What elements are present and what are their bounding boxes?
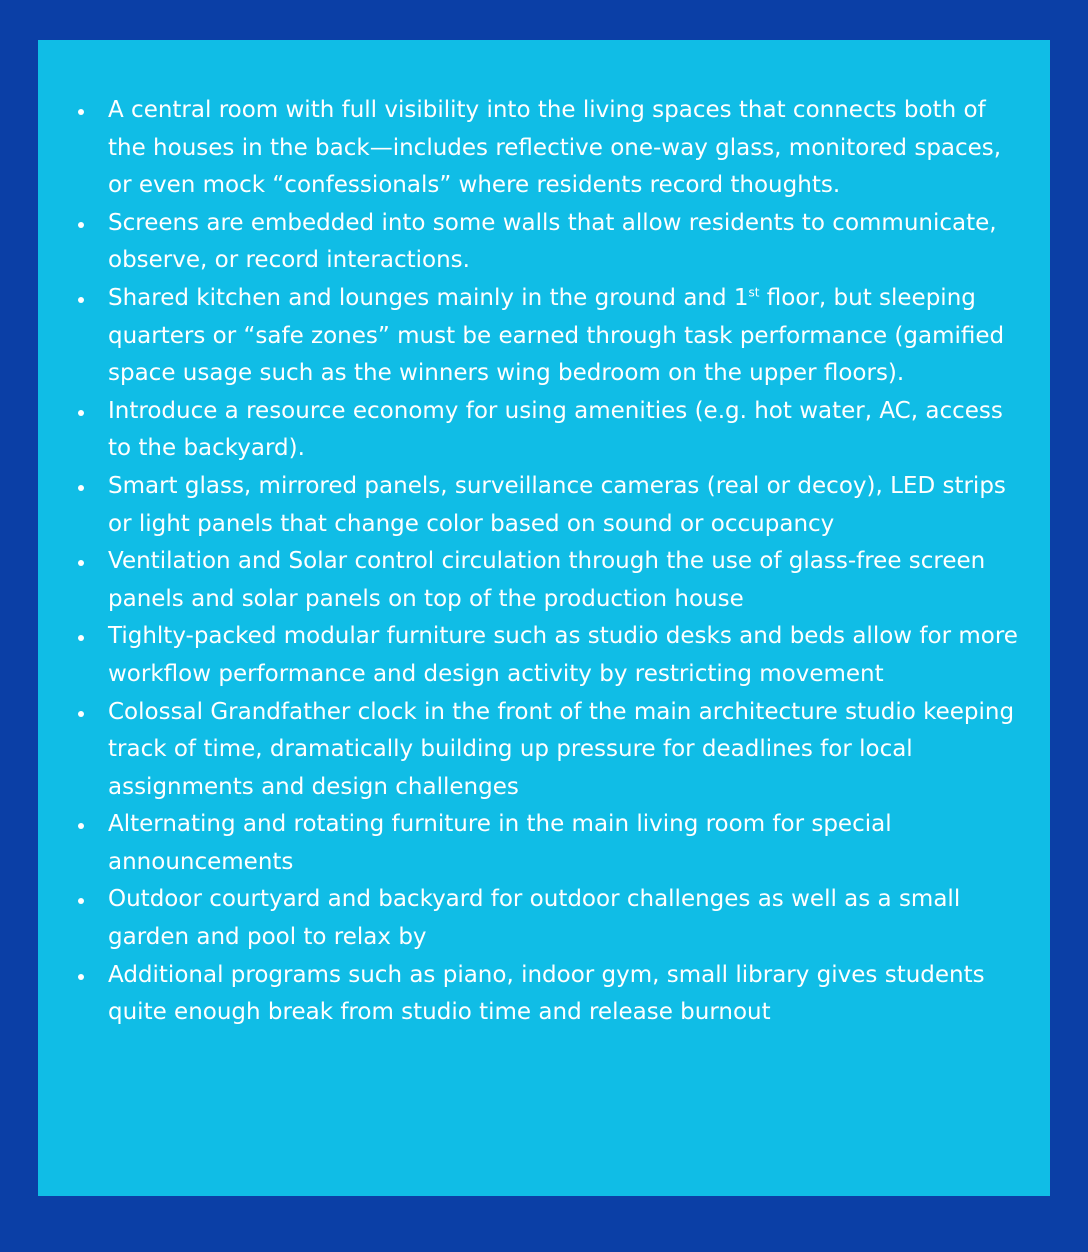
list-item-text-end: floor, but sleeping quarters or “safe zones” must be earned through task performance (gamified space usage such as the winners wing bedroom on the upper floors).	[108, 284, 1005, 387]
bullet-dot-icon	[78, 109, 84, 115]
bullet-dot-icon	[78, 485, 84, 491]
bullet-dot-icon	[78, 711, 84, 717]
list-item	[38, 881, 1026, 956]
ordinal-superscript: st	[748, 285, 760, 300]
list-item	[38, 694, 1026, 807]
list-item	[38, 543, 1026, 618]
list-item-text: Screens are embedded into some walls that allow residents to communicate, observe, or record interactions.	[108, 209, 997, 274]
list-item	[38, 806, 1026, 881]
list-item	[38, 393, 1026, 468]
bullet-dot-icon	[78, 823, 84, 829]
bullet-dot-icon	[78, 898, 84, 904]
list-item-text: Outdoor courtyard and backyard for outdoor challenges as well as a small garden and pool to relax by	[108, 886, 961, 951]
bullet-dot-icon	[78, 297, 84, 303]
content-panel	[38, 40, 1050, 1196]
list-item	[38, 205, 1026, 280]
bullet-dot-icon	[78, 410, 84, 416]
list-item	[38, 468, 1026, 543]
list-item-text: Introduce a resource economy for using amenities (e.g. hot water, AC, access to the backyard).	[108, 397, 1003, 462]
feature-list	[38, 92, 1026, 1032]
list-item-text: Additional programs such as piano, indoor gym, small library gives students quite enough break from studio time and release burnout	[108, 961, 985, 1026]
list-item	[38, 280, 1026, 393]
bullet-dot-icon	[78, 974, 84, 980]
list-item-text: Alternating and rotating furniture in the main living room for special announcements	[108, 811, 892, 875]
bullet-dot-icon	[78, 635, 84, 641]
list-item	[38, 92, 1026, 205]
list-item-text-start: Shared kitchen and lounges mainly in the ground and 1	[108, 284, 749, 311]
list-item-text: Colossal Grandfather clock in the front of the main architecture studio keeping track of time, dramatically building up pressure for deadlines for local assignments and design challenges	[108, 698, 1015, 800]
list-item	[38, 957, 1026, 1032]
list-item-text: Smart glass, mirrored panels, surveillance cameras (real or decoy), LED strips or light panels that change color based on sound or occupancy	[108, 472, 1006, 537]
bullet-dot-icon	[78, 560, 84, 566]
bullet-dot-icon	[78, 222, 84, 228]
list-item-text: A central room with full visibility into the living spaces that connects both of the houses in the back—includes reflective one-way glass, monitored spaces, or even mock “confessionals” where residents record thoughts.	[108, 97, 1002, 199]
list-item-text: Ventilation and Solar control circulation through the use of glass-free screen panels and solar panels on top of the production house	[108, 548, 986, 612]
list-item	[38, 618, 1026, 693]
list-item-text: Tighlty-packed modular furniture such as studio desks and beds allow for more workflow performance and design activity by restricting movement	[108, 623, 1018, 687]
